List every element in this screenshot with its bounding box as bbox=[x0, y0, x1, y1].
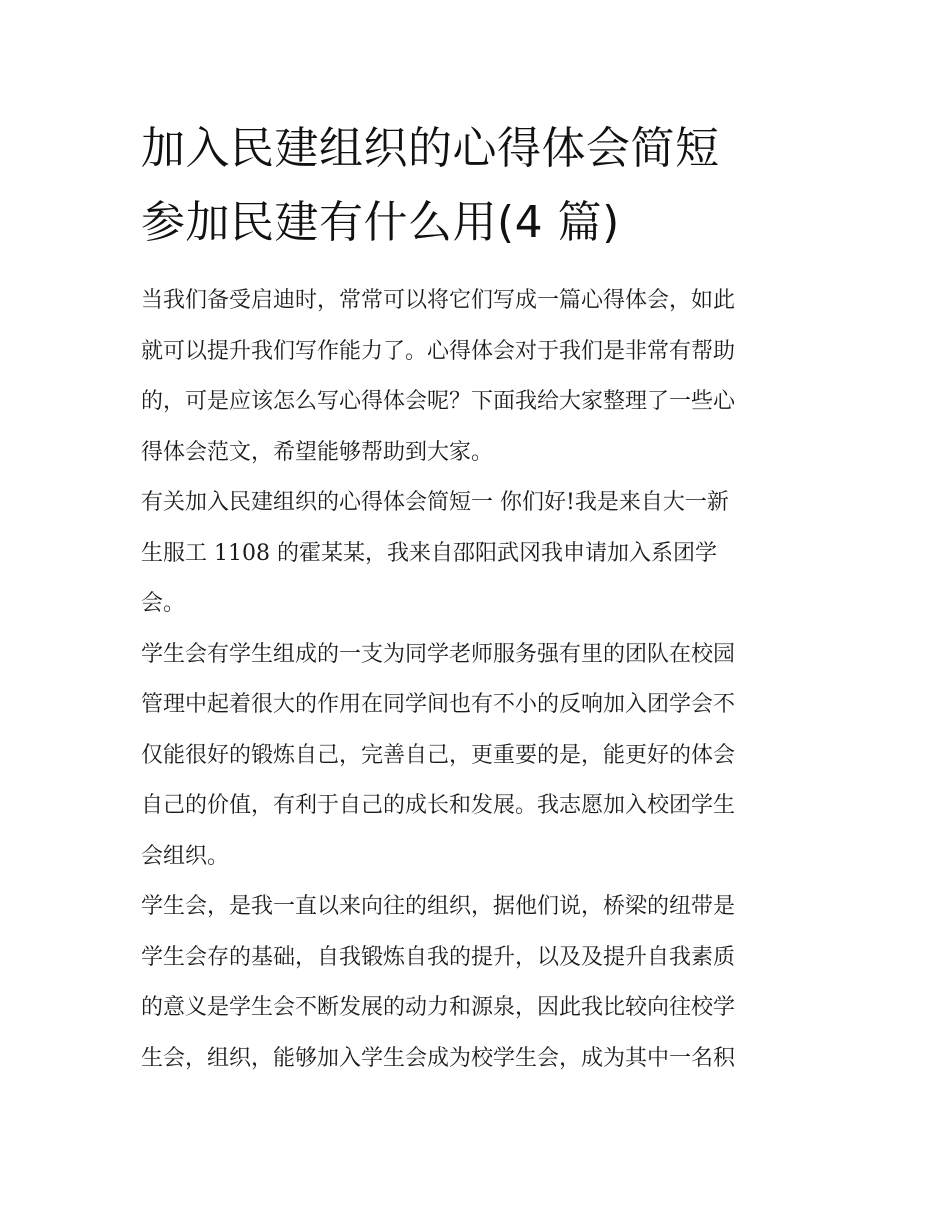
paragraph-line: 生会，组织，能够加入学生会成为校学生会，成为其中一名积 bbox=[141, 1045, 736, 1071]
paragraph-line: 仅能很好的锻炼自己，完善自己，更重要的是，能更好的体会 bbox=[141, 742, 736, 768]
paragraph-line: 就可以提升我们写作能力了。心得体会对于我们是非常有帮助 bbox=[141, 338, 736, 364]
document-body bbox=[141, 276, 821, 1084]
paragraph-aspiration bbox=[141, 882, 821, 1084]
paragraph-line: 的意义是学生会不断发展的动力和源泉，因此我比较向往校学 bbox=[141, 995, 736, 1020]
paragraph-line: 管理中起着很大的作用在同学间也有不小的反响加入团学会不 bbox=[141, 692, 736, 717]
paragraph-greeting bbox=[141, 478, 821, 630]
paragraph-line: 当我们备受启迪时，常常可以将它们写成一篇心得体会，如此 bbox=[141, 288, 736, 313]
paragraph-student-union bbox=[141, 630, 821, 883]
paragraph-line: 有关加入民建组织的心得体会简短一 你们好!我是来自大一新 bbox=[141, 490, 729, 515]
paragraph-intro bbox=[141, 276, 821, 478]
title-line-2: 参加民建有什么用(4 篇) bbox=[141, 197, 620, 248]
document-title bbox=[141, 112, 821, 260]
paragraph-line: 得体会范文，希望能够帮助到大家。 bbox=[141, 439, 494, 465]
paragraph-line: 会组织。 bbox=[141, 843, 230, 869]
paragraph-line: 学生会存的基础，自我锻炼自我的提升，以及及提升自我素质 bbox=[141, 944, 736, 970]
title-line-1: 加入民建组织的心得体会简短 bbox=[141, 123, 720, 174]
paragraph-line: 学生会有学生组成的一支为同学老师服务强有里的团队在校园 bbox=[141, 641, 736, 667]
paragraph-line: 自己的价值，有利于自己的成长和发展。我志愿加入校团学生 bbox=[141, 793, 736, 818]
paragraph-line: 生服工 1108 的霍某某，我来自邵阳武冈我申请加入系团学 bbox=[141, 540, 717, 566]
paragraph-line: 的，可是应该怎么写心得体会呢？下面我给大家整理了一些心 bbox=[141, 389, 736, 414]
paragraph-line: 会。 bbox=[141, 591, 186, 616]
paragraph-line: 学生会，是我一直以来向往的组织，据他们说，桥梁的纽带是 bbox=[141, 894, 736, 919]
